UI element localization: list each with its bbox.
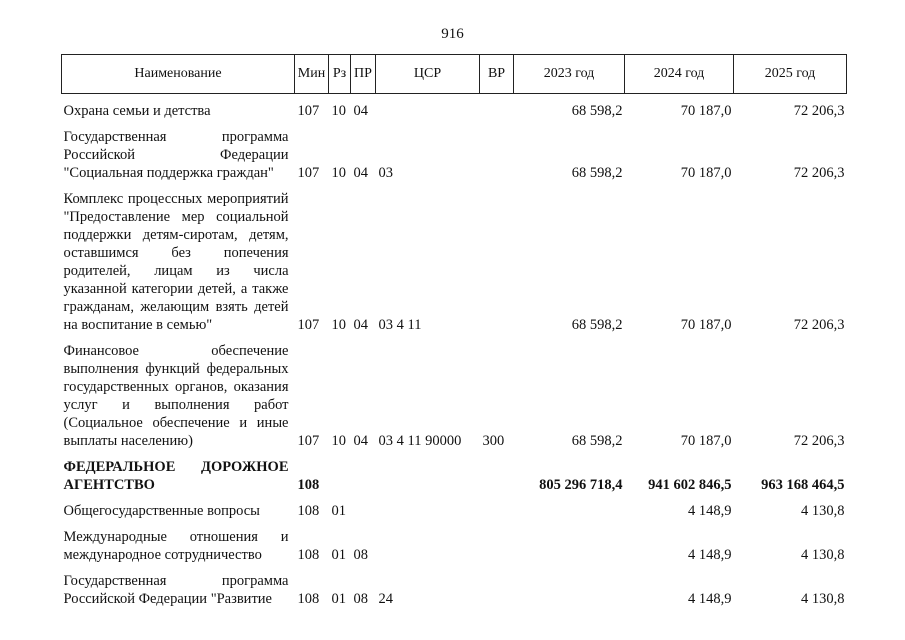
row-min: 108: [297, 503, 320, 519]
row-pr: [351, 494, 376, 520]
table-row: [62, 334, 847, 450]
row-2025: 963 168 464,5: [761, 477, 845, 493]
row-name: Финансовое обеспечение выполнения функций федеральных государственных органов, оказания услуг и выполнения работ (Социальное обеспечение и иные выплаты населению): [63, 343, 289, 449]
row-name: Охрана семьи и детства: [63, 103, 211, 119]
row-name: Общегосударственные вопросы: [63, 503, 260, 519]
row-vr: [480, 94, 514, 121]
header-rz: Рз: [329, 55, 351, 94]
row-vr: [480, 520, 514, 564]
header-2024: 2024 год: [625, 55, 734, 94]
table-row-agency: [62, 450, 847, 494]
row-2024: 4 148,9: [688, 547, 732, 563]
row-2024: 70 187,0: [680, 317, 732, 333]
row-min: 108: [297, 547, 320, 563]
row-2023: [514, 494, 625, 520]
row-name: Международные отношения и международное сотрудничество: [63, 529, 289, 563]
row-2024: 4 148,9: [688, 591, 732, 607]
row-csr: [376, 94, 480, 121]
row-rz: 10: [331, 165, 346, 181]
row-2024: 70 187,0: [680, 103, 732, 119]
row-2025: 72 206,3: [793, 317, 845, 333]
row-2023: 68 598,2: [571, 165, 623, 181]
row-name: Государственная программа Российской Федерации "Социальная поддержка граждан": [63, 129, 289, 181]
row-vr: [480, 450, 514, 494]
row-2024: 4 148,9: [688, 503, 732, 519]
row-rz: 10: [331, 103, 346, 119]
row-vr: [480, 182, 514, 334]
row-csr: [376, 520, 480, 564]
row-pr: [351, 450, 376, 494]
row-2024: 70 187,0: [680, 433, 732, 449]
row-2023: 68 598,2: [571, 103, 623, 119]
row-2025: 4 130,8: [801, 547, 845, 563]
row-name: Государственная программа Российской Федерации "Развитие: [63, 573, 289, 607]
row-2025: 72 206,3: [793, 103, 845, 119]
row-2025: 72 206,3: [793, 165, 845, 181]
table-row: [62, 494, 847, 520]
budget-table: [61, 54, 847, 608]
row-pr: 04: [353, 433, 368, 449]
row-pr: 04: [353, 165, 368, 181]
row-rz: 01: [331, 591, 346, 607]
row-2023: 68 598,2: [571, 317, 623, 333]
row-rz: 01: [331, 547, 346, 563]
row-csr: [376, 494, 480, 520]
table-row: [62, 520, 847, 564]
row-min: 108: [297, 477, 320, 493]
header-name: Наименование: [62, 55, 295, 94]
row-2025: 4 130,8: [801, 591, 845, 607]
row-csr: [376, 450, 480, 494]
row-min: 107: [297, 433, 320, 449]
table-header-row: [62, 55, 847, 94]
row-2023: 805 296 718,4: [539, 477, 623, 493]
row-min: 107: [297, 165, 320, 181]
row-min: 107: [297, 103, 320, 119]
row-vr: [480, 120, 514, 182]
header-min: Мин: [295, 55, 329, 94]
row-min: 107: [297, 317, 320, 333]
row-pr: 04: [353, 103, 368, 119]
table-row: [62, 564, 847, 608]
header-vr: ВР: [480, 55, 514, 94]
header-2023: 2023 год: [514, 55, 625, 94]
table-row: [62, 94, 847, 121]
row-rz: 10: [331, 433, 346, 449]
row-pr: 08: [353, 547, 368, 563]
header-csr: ЦСР: [376, 55, 480, 94]
table-row: [62, 120, 847, 182]
row-2024: 941 602 846,5: [648, 477, 732, 493]
row-2023: [514, 520, 625, 564]
row-vr: 300: [482, 433, 505, 449]
row-csr: 03 4 11: [378, 317, 422, 333]
row-name: ФЕДЕРАЛЬНОЕ ДОРОЖНОЕ АГЕНТСТВО: [63, 459, 289, 493]
row-min: 108: [297, 591, 320, 607]
table-row: [62, 182, 847, 334]
row-2025: 4 130,8: [801, 503, 845, 519]
row-pr: 08: [353, 591, 368, 607]
row-rz: 10: [331, 317, 346, 333]
row-2023: [514, 564, 625, 608]
row-csr: 03: [378, 165, 393, 181]
row-csr: 03 4 11 90000: [378, 433, 462, 449]
header-pr: ПР: [351, 55, 376, 94]
row-rz: 01: [331, 503, 346, 519]
header-2025: 2025 год: [734, 55, 847, 94]
row-2023: 68 598,2: [571, 433, 623, 449]
page-number: 916: [441, 26, 464, 42]
row-vr: [480, 564, 514, 608]
row-csr: 24: [378, 591, 393, 607]
row-name: Комплекс процессных мероприятий "Предоставление мер социальной поддержки детям-сиротам, детям, оставшимся без попечения родителей, лицам из числа указанной категории детей, а также гражданам, желающим взять детей на воспитание в семью": [63, 191, 289, 333]
row-rz: [329, 450, 351, 494]
row-2024: 70 187,0: [680, 165, 732, 181]
row-2025: 72 206,3: [793, 433, 845, 449]
row-pr: 04: [353, 317, 368, 333]
row-vr: [480, 494, 514, 520]
